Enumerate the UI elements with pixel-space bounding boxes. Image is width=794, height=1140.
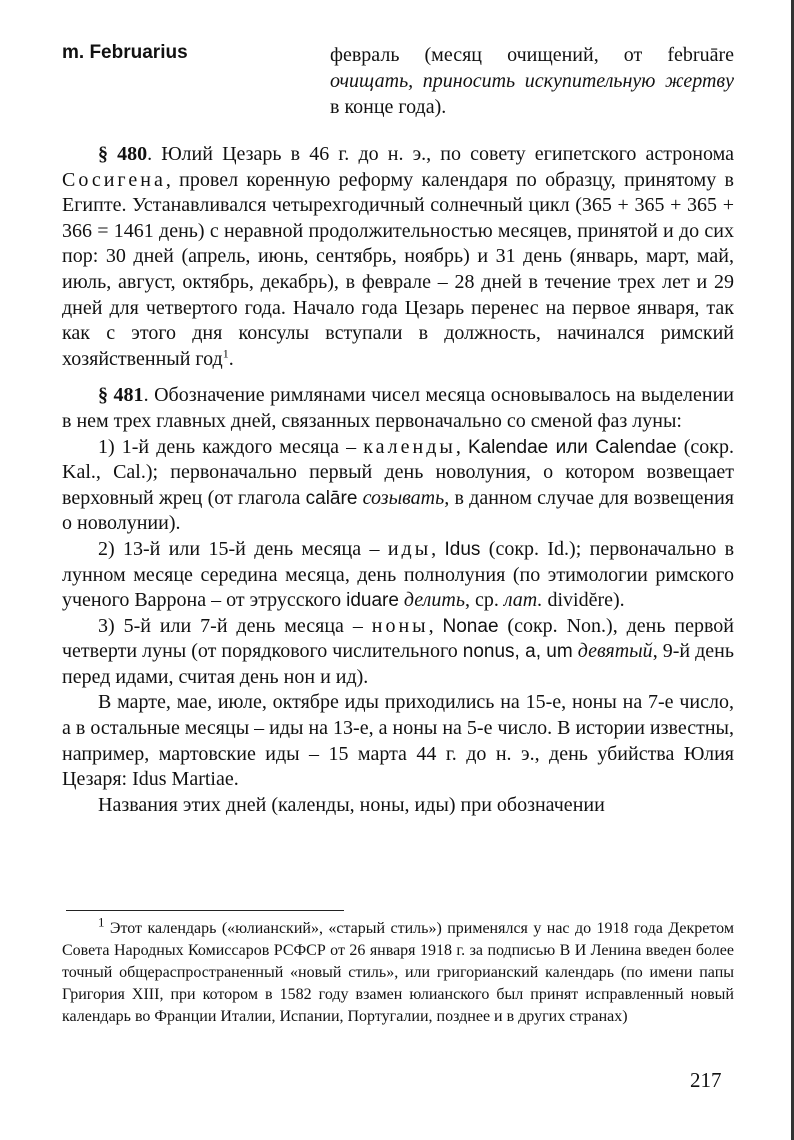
item-text: , <box>455 435 468 458</box>
footnote <box>62 914 734 1028</box>
italic-translation: делить <box>403 589 465 612</box>
list-item-kalendae <box>62 435 734 537</box>
spaced-term: ноны <box>371 614 429 637</box>
item-text: (сокр. Non.), день первой четверти луны (от порядкового числительного <box>62 614 735 663</box>
gloss-italic: очищать, приносить искупительную жертву <box>330 70 734 92</box>
footnote-paragraph <box>62 914 734 1028</box>
footnote-number: 1 <box>98 914 105 930</box>
item-text: dividĕre). <box>542 589 625 612</box>
main-text <box>62 142 734 818</box>
list-item-idus <box>62 537 734 614</box>
item-text: в данном случае для возвещения о новолунии). <box>62 486 735 535</box>
paragraph-text: . <box>228 347 234 370</box>
latin-word: iduare <box>346 590 399 612</box>
footnote-text: Этот календарь («юлианский», «старый стиль») применялся у нас до 1918 года Декретом Совета Народных Комиссаров РСФСР от 26 января 1918 г. за подписью В И Ленина введен более точный общераспространенный «новый стиль», или григорианский календарь (по имени папы Григория XIII, при котором в 1582 году взамен юлианского был принят исправленный новый календарь во Франции Италии, Испании, Португалии, позднее и в других странах) <box>62 920 734 1025</box>
italic-abbrev: лат. <box>503 589 543 612</box>
latin-term: m. Februarius <box>62 42 188 63</box>
gloss-latin-word: februāre <box>667 44 734 66</box>
section-number: § 480 <box>98 143 148 165</box>
item-text: , ср. <box>464 589 504 612</box>
paragraph-text: . Юлий Цезарь в 46 г. до н. э., по совету египетского астронома <box>147 143 735 165</box>
latin-word: Kalendae или Calendae <box>467 436 677 458</box>
paragraph-480 <box>62 142 734 372</box>
latin-word: Idus <box>444 538 481 560</box>
item-text: , 9-й день перед идами, считая день нон и ид). <box>62 640 735 688</box>
italic-translation: созывать, <box>362 486 450 509</box>
item-text: 2) 13-й или 15-й день месяца – <box>98 537 388 560</box>
term-gloss <box>330 42 734 120</box>
item-text: , <box>428 614 443 637</box>
spaced-term: календы <box>363 435 456 458</box>
footnote-divider <box>66 910 344 911</box>
gloss-text-end: в конце года). <box>330 96 447 118</box>
paragraph-names: Названия этих дней (календы, ноны, иды) при обозначении <box>98 793 605 816</box>
item-text: 1) 1-й день каждого месяца – <box>98 435 364 458</box>
paragraph-months: В марте, мае, июле, октябре иды приходились на 15-е, ноны на 7-е число, а в остальные месяцы – иды на 13-е, а ноны на 5-е число. В истории известны, например, мартовские иды – 15 марта 44 г. до н. э., день убийства Юлия Цезаря: Idus Martiae. <box>62 691 734 791</box>
latin-word: calāre <box>305 487 358 509</box>
item-text: , <box>431 537 445 560</box>
section-number: § 481 <box>98 384 144 407</box>
paragraph-text: , провел коренную реформу календаря по образцу, принятому в Египте. Устанавливался четырехгодичный солнечный цикл (365 + 365 + 365 + 366 = 1461 день) с неравной продолжительностью месяцев, принятой и до сих пор: 30 дней (апрель, июнь, сентябрь, ноябрь) и 31 день (январь, март, май, июль, август, октябрь, декабрь), в феврале – 28 дней в течение трех лет и 29 дней для четвертого года. Начало года Цезарь перенес на первое января, так как с этого дня консулы вступали в должность, начинался римский хозяйственный год <box>62 168 734 370</box>
latin-word: Nonae <box>442 615 499 637</box>
page-number: 217 <box>690 1068 722 1092</box>
gloss-text: февраль (месяц очищений, от <box>330 44 668 66</box>
paragraph-481 <box>62 383 734 434</box>
footnote-ref: 1 <box>222 346 229 361</box>
spaced-name: Сосигена <box>62 168 166 191</box>
spaced-term: иды <box>387 537 432 560</box>
item-text: (сокр. Kal., Cal.); первоначально первый день новолуния, о котором возвещает верховный жрец (от глагола <box>62 435 735 509</box>
paragraph-text: . Обозначение римлянами чисел месяца основывалось на выделении в нем трех главных дней, связанных первоначально со сменой фаз луны: <box>62 384 735 432</box>
item-text: 3) 5-й или 7-й день месяца – <box>98 614 372 637</box>
latin-word: nonus, a, um <box>462 641 573 663</box>
italic-translation: девятый <box>577 640 653 663</box>
item-text: (сокр. Id.); первоначально в лунном месяце середина месяца, день полнолуния (по этимологии римского ученого Варрона – от этрусского <box>62 537 735 612</box>
list-item-nonae <box>62 614 734 691</box>
